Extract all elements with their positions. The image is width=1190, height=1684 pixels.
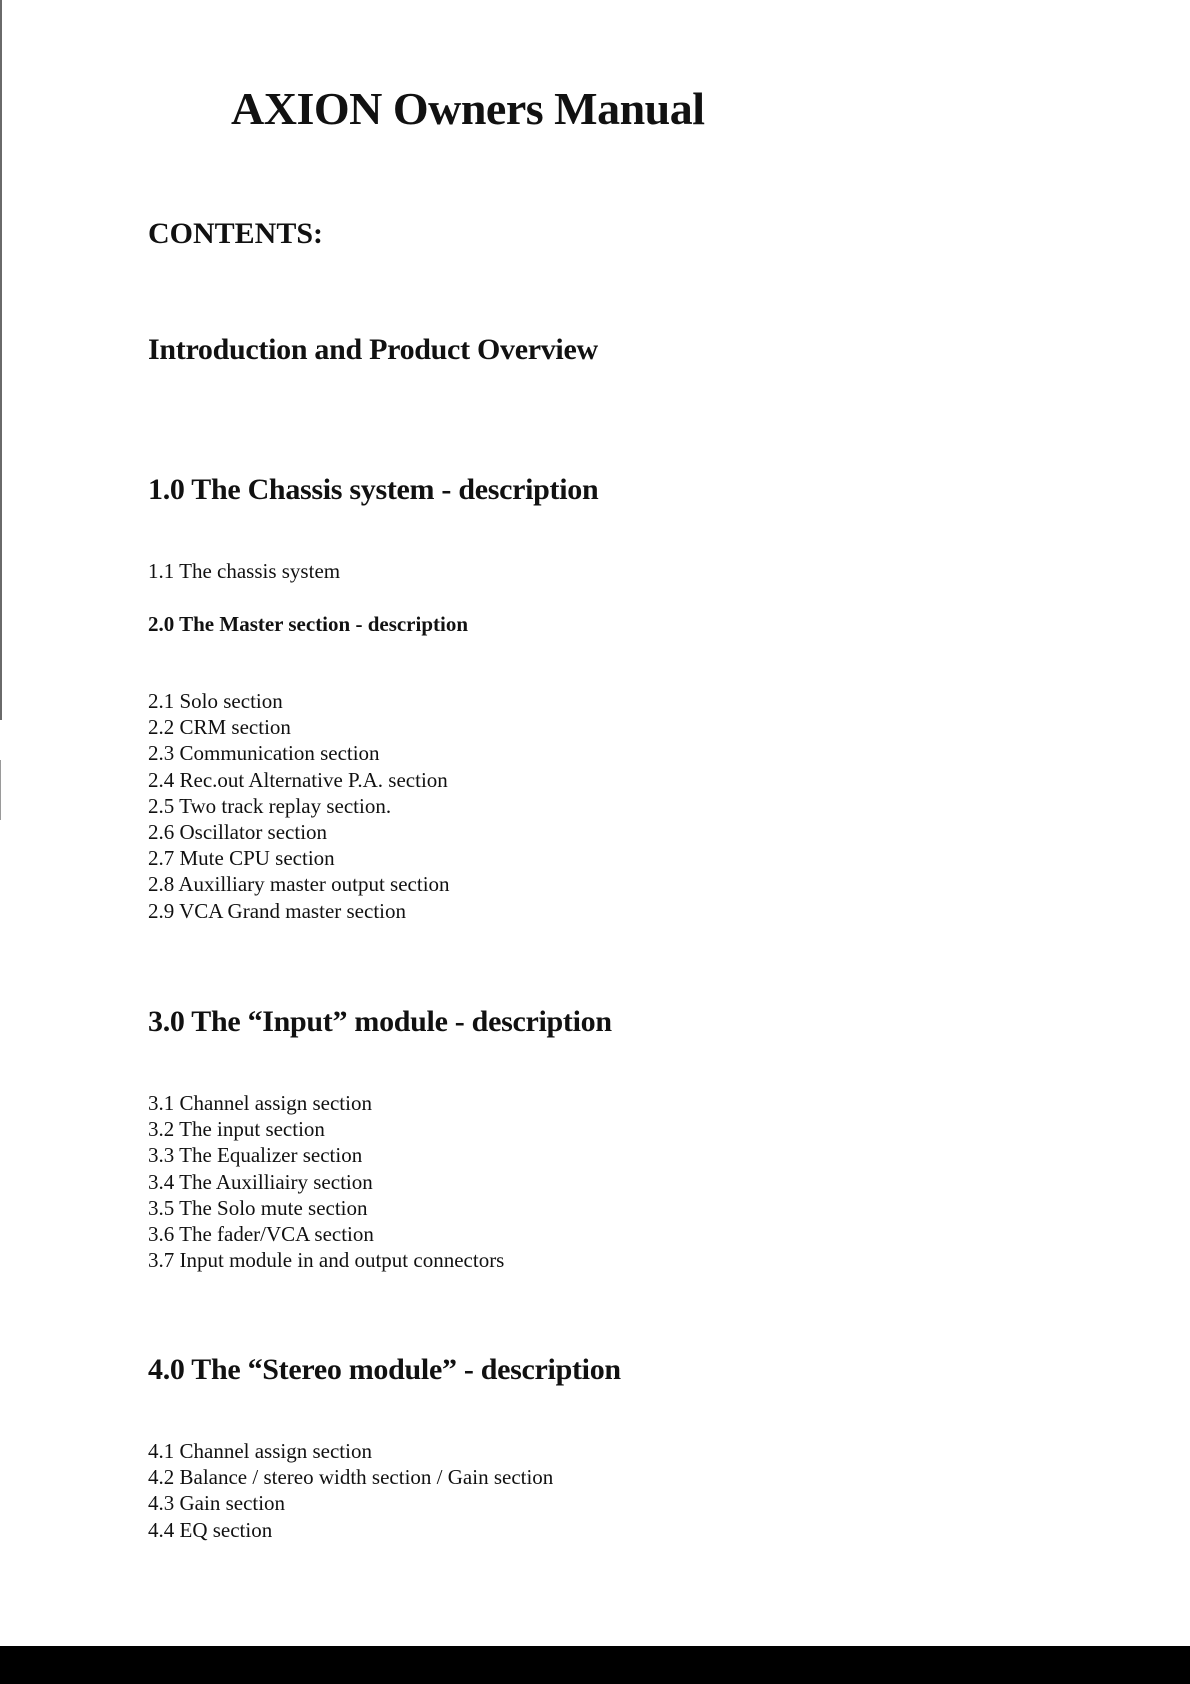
section-3-heading: 3.0 The “Input” module - description: [148, 1005, 612, 1038]
section-1-heading: 1.0 The Chassis system - description: [148, 473, 599, 506]
toc-item-2-5: 2.5 Two track replay section.: [148, 793, 392, 818]
toc-item-2-2: 2.2 CRM section: [148, 715, 291, 740]
toc-item-1-1: 1.1 The chassis system: [148, 559, 341, 583]
toc-item-2-8: 2.8 Auxilliary master output section: [148, 872, 450, 897]
toc-item-4-1: 4.1 Channel assign section: [148, 1439, 372, 1463]
toc-item-4-3: 4.3 Gain section: [148, 1491, 286, 1516]
toc-item-3-5: 3.5 The Solo mute section: [148, 1195, 368, 1220]
document-title: AXION Owners Manual: [231, 83, 705, 134]
toc-item-2-3: 2.3 Communication section: [148, 741, 380, 766]
toc-item-2-1: 2.1 Solo section: [148, 689, 283, 713]
toc-item-2-9: 2.9 VCA Grand master section: [148, 898, 406, 923]
contents-label: CONTENTS:: [148, 217, 324, 250]
toc-item-3-1: 3.1 Channel assign section: [148, 1091, 372, 1115]
toc-item-4-2: 4.2 Balance / stereo width section / Gain section: [148, 1465, 554, 1490]
toc-item-3-4: 3.4 The Auxilliairy section: [148, 1169, 373, 1194]
section-2-items: [148, 688, 450, 924]
intro-heading: Introduction and Product Overview: [148, 333, 598, 366]
section-4-items: [148, 1438, 553, 1543]
scan-edge-left: [0, 0, 2, 720]
toc-item-3-6: 3.6 The fader/VCA section: [148, 1221, 374, 1246]
toc-item-2-4: 2.4 Rec.out Alternative P.A. section: [148, 767, 448, 792]
toc-item-3-7: 3.7 Input module in and output connectors: [148, 1248, 505, 1273]
toc-item-2-7: 2.7 Mute CPU section: [148, 846, 335, 871]
scan-bottom-band: [0, 1646, 1190, 1684]
toc-item-3-2: 3.2 The input section: [148, 1117, 325, 1142]
section-4-heading: 4.0 The “Stereo module” - description: [148, 1353, 621, 1386]
section-1-items: [148, 558, 340, 584]
toc-item-4-4: 4.4 EQ section: [148, 1517, 273, 1542]
section-2-heading: 2.0 The Master section - description: [148, 612, 469, 636]
section-3-items: [148, 1090, 504, 1273]
toc-item-2-6: 2.6 Oscillator section: [148, 819, 328, 844]
toc-item-3-3: 3.3 The Equalizer section: [148, 1143, 363, 1168]
scan-edge-left-lower: [0, 760, 1, 820]
